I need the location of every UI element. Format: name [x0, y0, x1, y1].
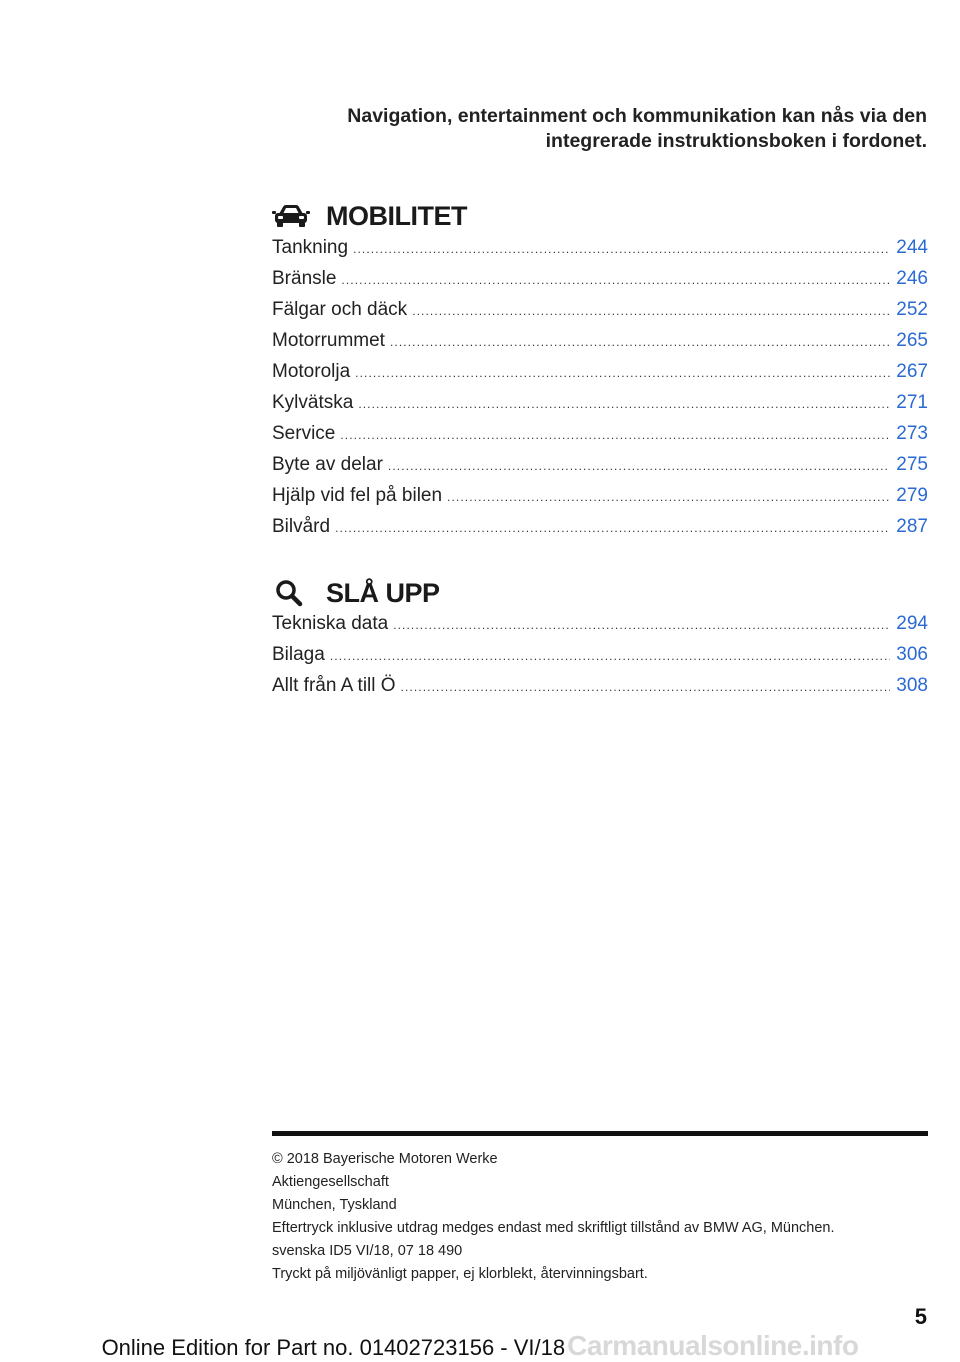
toc-page-link[interactable]: 265: [896, 330, 928, 351]
intro-note: [287, 104, 927, 154]
toc-entry-label: Fälgar och däck: [272, 299, 408, 320]
section-heading-sla-upp: [272, 573, 440, 613]
toc-entry[interactable]: [272, 268, 928, 299]
toc-entry[interactable]: [272, 237, 928, 268]
dot-leader: [335, 521, 890, 535]
intro-line-1: Navigation, entertainment och kommunikation kan nås via den: [347, 105, 927, 127]
toc-list-mobilitet: [272, 237, 928, 547]
toc-entry-label: Allt från A till Ö: [272, 675, 396, 696]
toc-page-link[interactable]: 267: [896, 361, 928, 382]
dot-leader: [388, 459, 890, 473]
search-icon: [272, 577, 312, 609]
toc-entry-label: Service: [272, 423, 336, 444]
section-title: SLÅ UPP: [326, 577, 440, 608]
imprint-line: Eftertryck inklusive utdrag medges endast med skriftligt tillstånd av BMW AG, München.: [272, 1220, 835, 1236]
watermark: Carmanualsonline.info: [567, 1330, 859, 1361]
dot-leader: [393, 618, 890, 632]
toc-list-sla-upp: [272, 613, 928, 706]
footer-edition-text: Online Edition for Part no. 01402723156 - VI/18: [101, 1335, 566, 1360]
toc-page-link[interactable]: 246: [896, 268, 928, 289]
dot-leader: [401, 680, 891, 694]
toc-page-link[interactable]: 279: [896, 485, 928, 506]
imprint-line: Aktiengesellschaft: [272, 1174, 389, 1190]
toc-entry[interactable]: [272, 423, 928, 454]
toc-entry[interactable]: [272, 361, 928, 392]
toc-entry[interactable]: [272, 454, 928, 485]
dot-leader: [390, 335, 890, 349]
imprint-block: [272, 1148, 928, 1286]
footer: [0, 1330, 960, 1362]
section-heading-mobilitet: [272, 196, 467, 236]
toc-entry-label: Bränsle: [272, 268, 337, 289]
toc-entry-label: Byte av delar: [272, 454, 383, 475]
toc-entry[interactable]: [272, 516, 928, 547]
dot-leader: [358, 397, 890, 411]
intro-line-2: integrerade instruktionsboken i fordonet.: [545, 130, 927, 152]
toc-entry-label: Motorolja: [272, 361, 351, 382]
toc-page-link[interactable]: 306: [896, 644, 928, 665]
car-icon: [272, 200, 312, 232]
page-number: 5: [914, 1304, 927, 1329]
toc-entry[interactable]: [272, 485, 928, 516]
toc-entry-label: Hjälp vid fel på bilen: [272, 485, 443, 506]
toc-entry[interactable]: [272, 330, 928, 361]
dot-leader: [341, 273, 890, 287]
divider-rule: [272, 1131, 928, 1136]
imprint-line: Tryckt på miljövänligt papper, ej klorblekt, återvinningsbart.: [272, 1266, 648, 1282]
toc-entry[interactable]: [272, 299, 928, 330]
toc-entry[interactable]: [272, 392, 928, 423]
toc-page-link[interactable]: 275: [896, 454, 928, 475]
dot-leader: [355, 366, 890, 380]
section-title: MOBILITET: [326, 200, 467, 231]
dot-leader: [330, 649, 890, 663]
toc-page-link[interactable]: 308: [896, 675, 928, 696]
toc-entry-label: Motorrummet: [272, 330, 385, 351]
toc-entry-label: Kylvätska: [272, 392, 354, 413]
dot-leader: [447, 490, 890, 504]
toc-entry[interactable]: [272, 613, 928, 644]
imprint-line: © 2018 Bayerische Motoren Werke: [272, 1151, 498, 1167]
dot-leader: [412, 304, 890, 318]
dot-leader: [353, 242, 890, 256]
toc-entry-label: Bilvård: [272, 516, 331, 537]
toc-page-link[interactable]: 252: [896, 299, 928, 320]
toc-entry-label: Tekniska data: [272, 613, 389, 634]
imprint-line: München, Tyskland: [272, 1197, 397, 1213]
dot-leader: [340, 428, 890, 442]
toc-page-link[interactable]: 271: [896, 392, 928, 413]
toc-page-link[interactable]: 287: [896, 516, 928, 537]
toc-page-link[interactable]: 244: [896, 237, 928, 258]
toc-page-link[interactable]: 273: [896, 423, 928, 444]
toc-entry[interactable]: [272, 644, 928, 675]
imprint-line: svenska ID5 VI/18, 07 18 490: [272, 1243, 463, 1259]
toc-entry-label: Bilaga: [272, 644, 325, 665]
toc-page-link[interactable]: 294: [896, 613, 928, 634]
toc-entry[interactable]: [272, 675, 928, 706]
toc-entry-label: Tankning: [272, 237, 349, 258]
